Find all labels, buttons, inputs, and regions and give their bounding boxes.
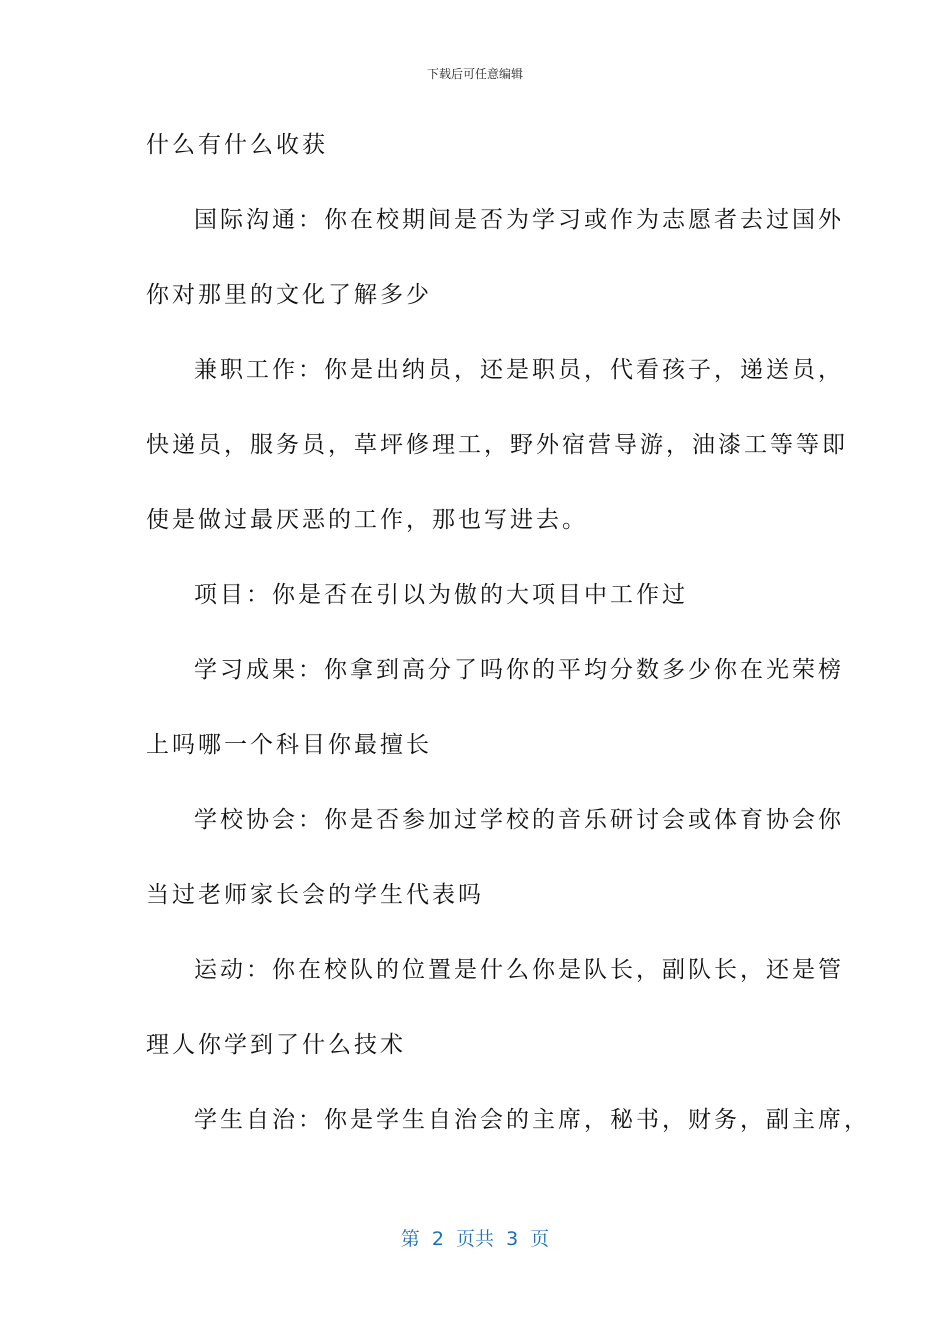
text-line: 兼职工作：你是出纳员，还是职员，代看孩子，递送员，	[194, 357, 844, 383]
text-line: 国际沟通：你在校期间是否为学习或作为志愿者去过国外	[194, 207, 844, 233]
text-line: 项目：你是否在引以为傲的大项目中工作过	[194, 582, 688, 608]
page-header: 下载后可任意编辑	[426, 67, 523, 81]
document-body	[146, 125, 870, 1175]
text-line: 学校协会：你是否参加过学校的音乐研讨会或体育协会你	[194, 807, 844, 833]
text-line: 什么有什么收获	[146, 132, 328, 158]
text-line: 快递员，服务员，草坪修理工，野外宿营导游，油漆工等等即	[146, 432, 848, 458]
text-line: 使是做过最厌恶的工作，那也写进去。	[146, 507, 588, 533]
page-footer: 第 2 页共 3 页	[400, 1228, 550, 1250]
text-line: 理人你学到了什么技术	[146, 1032, 406, 1058]
text-line: 运动：你在校队的位置是什么你是队长，副队长，还是管	[194, 957, 844, 983]
text-line: 学生自治：你是学生自治会的主席，秘书，财务，副主席，	[194, 1107, 870, 1133]
text-line: 上吗哪一个科目你最擅长	[146, 732, 432, 758]
text-line: 学习成果：你拿到高分了吗你的平均分数多少你在光荣榜	[194, 657, 844, 683]
text-line: 当过老师家长会的学生代表吗	[146, 882, 484, 908]
text-line: 你对那里的文化了解多少	[146, 282, 432, 308]
